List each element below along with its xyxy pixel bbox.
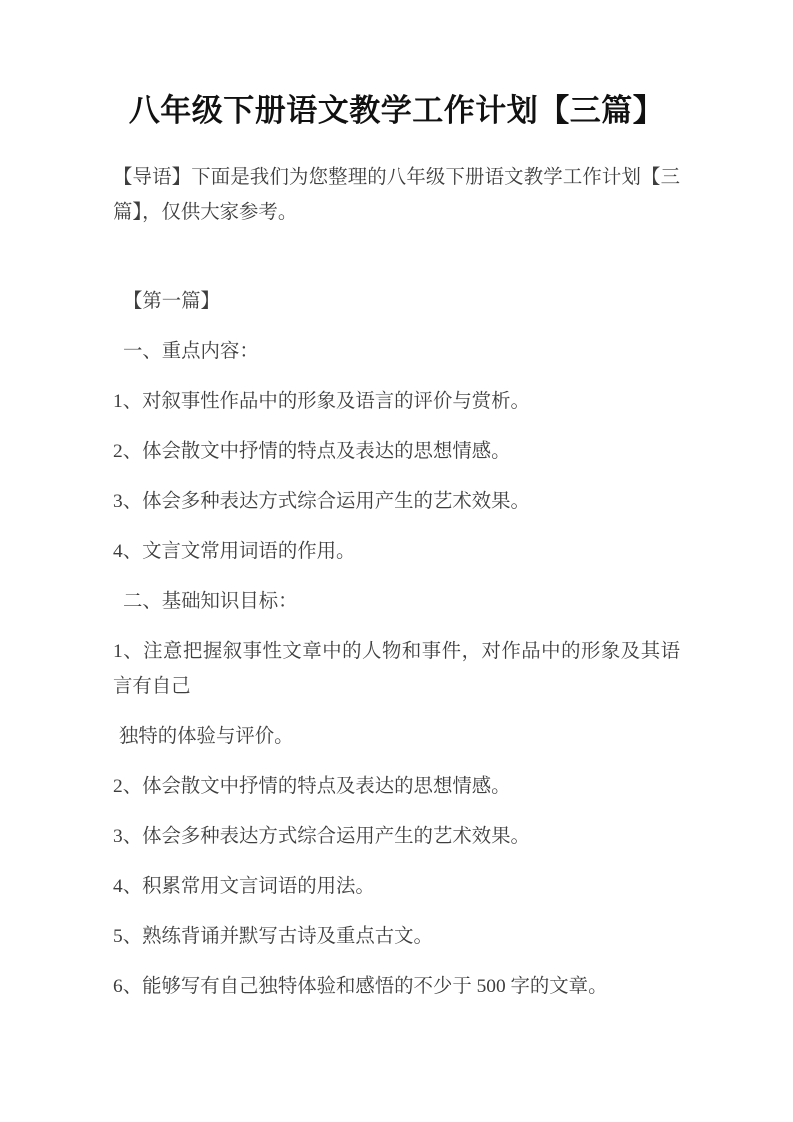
section-heading-part-1: 【第一篇】 (123, 291, 220, 312)
document-content (0, 88, 793, 1004)
intro-paragraph: 【导语】下面是我们为您整理的八年级下册语文教学工作计划【三篇】，仅供大家参考。 (113, 167, 680, 223)
key-content-item-3: 3、体会多种表达方式综合运用产生的艺术效果。 (113, 491, 530, 512)
key-content-item-2: 2、体会散文中抒情的特点及表达的思想情感。 (113, 441, 511, 462)
key-content-item-4: 4、文言文常用词语的作用。 (113, 541, 356, 562)
heading-basic-knowledge-goals: 二、基础知识目标： (123, 591, 298, 612)
goal-item-3: 3、体会多种表达方式综合运用产生的艺术效果。 (113, 826, 530, 847)
goal-item-1: 1、注意把握叙事性文章中的人物和事件，对作品中的形象及其语言有自己 (113, 641, 680, 697)
goal-item-6: 6、能够写有自己独特体验和感悟的不少于 500 字的文章。 (113, 976, 608, 997)
goal-item-5: 5、熟练背诵并默写古诗及重点古文。 (113, 926, 433, 947)
goal-item-1-continuation: 独特的体验与评价。 (119, 726, 294, 747)
heading-key-content: 一、重点内容： (123, 341, 259, 362)
key-content-item-1: 1、对叙事性作品中的形象及语言的评价与赏析。 (113, 391, 530, 412)
document-title: 八年级下册语文教学工作计划【三篇】 (128, 93, 665, 128)
goal-item-4: 4、积累常用文言词语的用法。 (113, 876, 375, 897)
goal-item-2: 2、体会散文中抒情的特点及表达的思想情感。 (113, 776, 511, 797)
